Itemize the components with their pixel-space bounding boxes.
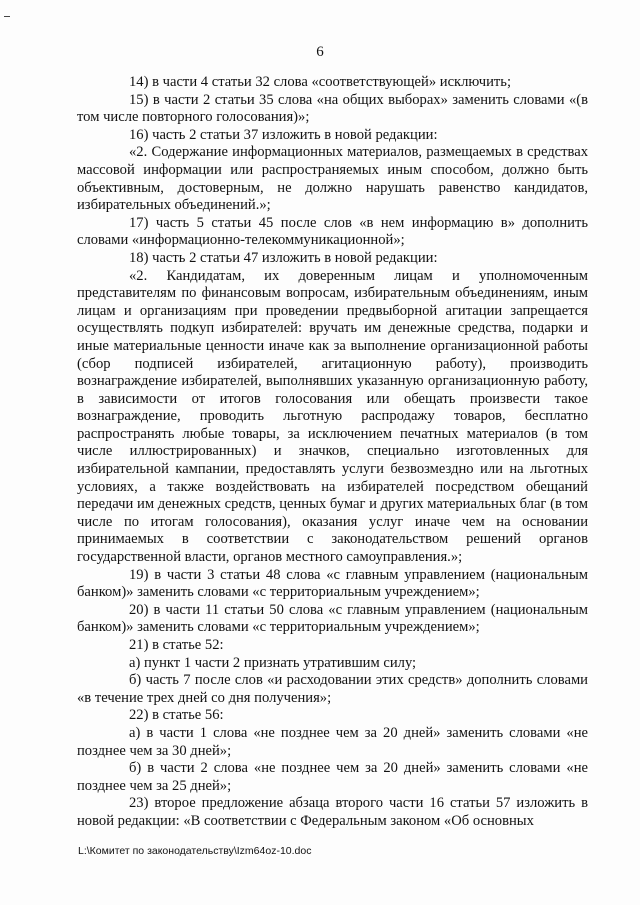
paragraph-item-21a: а) пункт 1 части 2 признать утратившим силу; — [129, 654, 417, 671]
document-body — [77, 74, 588, 831]
footer-file-path: L:\Комитет по законодательству\Izm64oz-10.doc — [78, 845, 312, 857]
paragraph-item-22b: б) в части 2 слова «не позднее чем за 20 дней» заменить словами «не позднее чем за 25 дней»; — [77, 760, 588, 794]
paragraph-quote-article-47: «2. Кандидатам, их доверенным лицам и уполномоченным представителям по финансовым вопросам, избирательным объединениям, иным лицам и организациям при проведении предвыборной агитации запрещается осуществлять подкуп избирателей: вручать им денежные средства, подарки и иные материальные ценности иначе как за выполнение организационной работы (сбор подписей избирателей, агитационную работу), производить вознаграждение избирателей, выполнявших указанную организационную работу, в зависимости от итогов голосования или обещать произвести такое вознаграждение, проводить льготную распродажу товаров, бесплатно распространять любые товары, за исключением печатных материалов (в том числе иллюстрированных) и значков, специально изготовленных для избирательной кампании, предоставлять услуги безвозмездно или на льготных условиях, а также воздействовать на избирателей посредством обещаний передачи им денежных средств, ценных бумаг и других материальных благ (в том числе по итогам голосования), оказания услуг иначе чем на основании принимаемых в соответствии с законодательством решений органов государственной власти, органов местного самоуправления.»; — [77, 267, 588, 566]
paragraph-item-22: 22) в статье 56: — [129, 707, 224, 724]
paragraph-item-20: 20) в части 11 статьи 50 слова «с главным управлением (национальным банком)» заменить словами «с территориальным учреждением»; — [77, 601, 588, 636]
paragraph-item-21: 21) в статье 52: — [129, 637, 224, 653]
paragraph-item-17: 17) часть 5 статьи 45 после слов «в нем информацию в» дополнить словами «информационно-телекоммуникационной»; — [77, 214, 588, 249]
paragraph-item-14: 14) в части 4 статьи 32 слова «соответствующей» исключить; — [129, 74, 512, 90]
paragraph-item-16: 16) часть 2 статьи 37 изложить в новой редакции: — [129, 126, 438, 143]
paragraph-item-23: 23) второе предложение абзаца второго части 16 статьи 57 изложить в новой редакции: «В соответствии с Федеральным законом «Об основных — [77, 795, 588, 829]
paragraph-item-22a: а) в части 1 слова «не позднее чем за 20 дней» заменить словами «не позднее чем за 30 дней»; — [77, 724, 588, 759]
scan-mark — [4, 16, 10, 17]
paragraph-item-15: 15) в части 2 статьи 35 слова «на общих выборах» заменить словами «(в том числе повторного голосования)»; — [77, 91, 588, 126]
paragraph-item-18: 18) часть 2 статьи 47 изложить в новой редакции: — [129, 249, 438, 266]
paragraph-quote-article-37: «2. Содержание информационных материалов, размещаемых в средствах массовой информации или распространяемых иным способом, должно быть объективным, достоверным, не должно нарушать равенство кандидатов, избирательных объединений.»; — [77, 144, 588, 214]
paragraph-item-21b: б) часть 7 после слов «и расходовании этих средств» дополнить словами «в течение трех дней со дня получения»; — [77, 672, 588, 706]
paragraph-item-19: 19) в части 3 статьи 48 слова «с главным управлением (национальным банком)» заменить словами «с территориальным учреждением»; — [77, 566, 588, 601]
page-number: 6 — [316, 44, 324, 60]
